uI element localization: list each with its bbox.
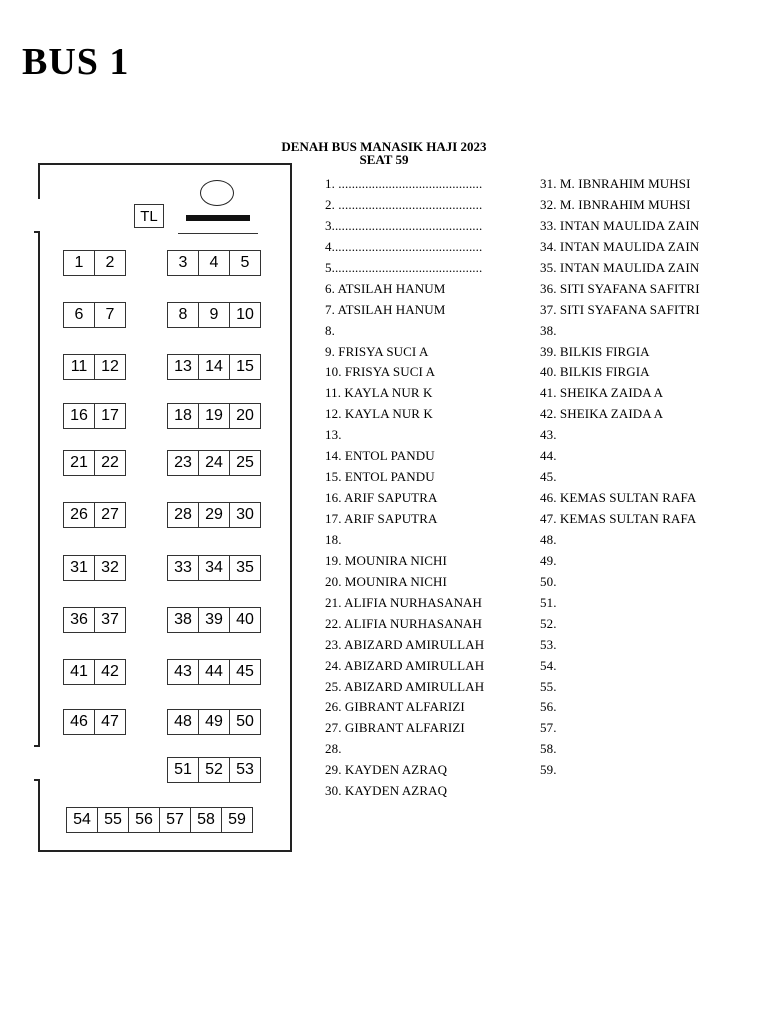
passenger-entry: 40. BILKIS FIRGIA — [540, 364, 650, 380]
passenger-entry: 27. GIBRANT ALFARIZI — [325, 720, 465, 736]
seat-group — [167, 302, 261, 328]
passenger-entry: 50. — [540, 573, 557, 589]
seat-17: 17 — [94, 403, 126, 429]
passenger-list-column-1 — [325, 174, 530, 802]
passenger-entry: 9. FRISYA SUCI A — [325, 343, 429, 359]
passenger-entry: 29. KAYDEN AZRAQ — [325, 762, 448, 778]
driver-divider-line — [178, 233, 258, 234]
seat-55: 55 — [97, 807, 129, 833]
passenger-entry: 14. ENTOL PANDU — [325, 448, 435, 464]
seat-group — [63, 450, 126, 476]
bus-label: BUS 1 — [22, 41, 130, 83]
passenger-entry: 43. — [540, 427, 557, 443]
seat-10: 10 — [229, 302, 261, 328]
passenger-entry: 20. MOUNIRA NICHI — [325, 573, 447, 589]
seat-36: 36 — [63, 607, 95, 633]
passenger-entry: 56. — [540, 699, 557, 715]
passenger-entry: 48. — [540, 531, 557, 547]
passenger-entry: 54. — [540, 657, 557, 673]
passenger-entry: 7. ATSILAH HANUM — [325, 301, 446, 317]
seat-group — [167, 757, 261, 783]
frame-bottom — [38, 850, 292, 852]
passenger-entry: 17. ARIF SAPUTRA — [325, 511, 438, 526]
frame-left-lower — [38, 779, 40, 851]
steering-wheel-icon — [200, 180, 234, 206]
seat-58: 58 — [190, 807, 222, 833]
passenger-entry: 44. — [540, 448, 557, 464]
passenger-entry: 36. SITI SYAFANA SAFITRI — [540, 280, 700, 296]
passenger-entry: 23. ABIZARD AMIRULLAH — [325, 636, 485, 652]
seat-57: 57 — [159, 807, 191, 833]
seat-group — [63, 709, 126, 735]
seat-41: 41 — [63, 659, 95, 685]
seat-group — [167, 450, 261, 476]
document-title: DENAH BUS MANASIK HAJI 2023 — [281, 139, 487, 154]
driver-seat-bar — [186, 215, 250, 221]
passenger-entry: 11. KAYLA NUR K — [325, 385, 433, 401]
passenger-entry: 39. BILKIS FIRGIA — [540, 343, 650, 359]
seat-11: 11 — [63, 354, 95, 380]
seat-group — [63, 354, 126, 380]
seat-51: 51 — [167, 757, 199, 783]
seat-15: 15 — [229, 354, 261, 380]
seat-24: 24 — [198, 450, 230, 476]
passenger-entry: 58. — [540, 741, 557, 757]
seat-group — [167, 555, 261, 581]
seat-4: 4 — [198, 250, 230, 276]
seat-20: 20 — [229, 403, 261, 429]
passenger-entry: 2. ........................................... — [325, 196, 483, 212]
seat-18: 18 — [167, 403, 199, 429]
seat-19: 19 — [198, 403, 230, 429]
seat-49: 49 — [198, 709, 230, 735]
seat-group — [167, 659, 261, 685]
passenger-entry: 55. — [540, 678, 557, 694]
seat-53: 53 — [229, 757, 261, 783]
passenger-entry: 31. M. IBNRAHIM MUHSI — [540, 176, 691, 191]
passenger-entry: 49. — [540, 552, 557, 568]
passenger-entry: 51. — [540, 594, 557, 610]
seat-count: SEAT 59 — [359, 152, 409, 167]
passenger-entry: 24. ABIZARD AMIRULLAH — [325, 657, 485, 673]
seat-group — [63, 607, 126, 633]
seat-35: 35 — [229, 555, 261, 581]
passenger-entry: 53. — [540, 636, 557, 652]
passenger-entry: 42. SHEIKA ZAIDA A — [540, 406, 664, 422]
passenger-entry: 52. — [540, 615, 557, 631]
seat-23: 23 — [167, 450, 199, 476]
frame-door-tick-2 — [34, 745, 40, 747]
seat-21: 21 — [63, 450, 95, 476]
seat-42: 42 — [94, 659, 126, 685]
passenger-entry: 3............................................. — [325, 217, 483, 233]
seat-27: 27 — [94, 502, 126, 528]
seat-1: 1 — [63, 250, 95, 276]
seat-12: 12 — [94, 354, 126, 380]
seat-2: 2 — [94, 250, 126, 276]
frame-top — [38, 163, 292, 165]
passenger-entry: 59. — [540, 762, 557, 778]
seat-39: 39 — [198, 607, 230, 633]
seat-43: 43 — [167, 659, 199, 685]
seat-16: 16 — [63, 403, 95, 429]
seat-group — [63, 250, 126, 276]
seat-group — [63, 555, 126, 581]
seat-group — [63, 403, 126, 429]
seat-47: 47 — [94, 709, 126, 735]
passenger-list-column-2 — [540, 174, 765, 781]
passenger-entry: 10. FRISYA SUCI A — [325, 364, 436, 380]
seat-50: 50 — [229, 709, 261, 735]
frame-left-upper — [38, 163, 40, 199]
passenger-entry: 26. GIBRANT ALFARIZI — [325, 699, 465, 715]
seat-44: 44 — [198, 659, 230, 685]
seat-46: 46 — [63, 709, 95, 735]
passenger-entry: 6. ATSILAH HANUM — [325, 280, 446, 296]
passenger-entry: 57. — [540, 720, 557, 736]
passenger-entry: 18. — [325, 531, 342, 547]
seat-group — [63, 659, 126, 685]
passenger-entry: 41. SHEIKA ZAIDA A — [540, 385, 664, 401]
passenger-entry: 30. KAYDEN AZRAQ — [325, 783, 448, 799]
seat-group — [167, 502, 261, 528]
seat-37: 37 — [94, 607, 126, 633]
seat-group — [63, 302, 126, 328]
seat-34: 34 — [198, 555, 230, 581]
seat-group — [66, 807, 253, 833]
passenger-entry: 37. SITI SYAFANA SAFITRI — [540, 301, 700, 317]
passenger-entry: 5............................................. — [325, 259, 483, 275]
seat-29: 29 — [198, 502, 230, 528]
passenger-entry: 38. — [540, 322, 557, 338]
seat-6: 6 — [63, 302, 95, 328]
seat-14: 14 — [198, 354, 230, 380]
passenger-entry: 33. INTAN MAULIDA ZAIN — [540, 217, 700, 233]
passenger-entry: 13. — [325, 427, 342, 443]
passenger-entry: 21. ALIFIA NURHASANAH — [325, 594, 483, 610]
passenger-entry: 32. M. IBNRAHIM MUHSI — [540, 196, 691, 212]
frame-door-tick-1 — [34, 231, 40, 233]
seat-40: 40 — [229, 607, 261, 633]
seat-group — [167, 709, 261, 735]
passenger-entry: 34. INTAN MAULIDA ZAIN — [540, 238, 700, 254]
seat-group — [167, 354, 261, 380]
passenger-entry: 35. INTAN MAULIDA ZAIN — [540, 259, 700, 275]
seat-25: 25 — [229, 450, 261, 476]
seat-52: 52 — [198, 757, 230, 783]
passenger-entry: 12. KAYLA NUR K — [325, 406, 433, 422]
seat-22: 22 — [94, 450, 126, 476]
seat-31: 31 — [63, 555, 95, 581]
passenger-entry: 16. ARIF SAPUTRA — [325, 490, 438, 506]
seat-56: 56 — [128, 807, 160, 833]
seat-33: 33 — [167, 555, 199, 581]
seat-45: 45 — [229, 659, 261, 685]
passenger-entry: 47. KEMAS SULTAN RAFA — [540, 511, 697, 526]
passenger-entry: 45. — [540, 469, 557, 485]
passenger-entry: 4............................................. — [325, 238, 483, 254]
passenger-entry: 8. — [325, 322, 335, 338]
seat-54: 54 — [66, 807, 98, 833]
seat-3: 3 — [167, 250, 199, 276]
passenger-entry: 46. KEMAS SULTAN RAFA — [540, 490, 697, 506]
seat-48: 48 — [167, 709, 199, 735]
seat-30: 30 — [229, 502, 261, 528]
seat-28: 28 — [167, 502, 199, 528]
passenger-entry: 25. ABIZARD AMIRULLAH — [325, 678, 485, 694]
seat-group — [63, 502, 126, 528]
seat-group — [167, 250, 261, 276]
seat-group — [167, 403, 261, 429]
frame-right — [290, 163, 292, 851]
passenger-entry: 15. ENTOL PANDU — [325, 469, 435, 485]
passenger-entry: 22. ALIFIA NURHASANAH — [325, 615, 483, 631]
seat-7: 7 — [94, 302, 126, 328]
passenger-entry: 28. — [325, 741, 342, 757]
frame-left-mid — [38, 231, 40, 746]
passenger-entry: 19. MOUNIRA NICHI — [325, 552, 447, 568]
seat-group — [167, 607, 261, 633]
seat-9: 9 — [198, 302, 230, 328]
seat-26: 26 — [63, 502, 95, 528]
seat-32: 32 — [94, 555, 126, 581]
seat-59: 59 — [221, 807, 253, 833]
seat-38: 38 — [167, 607, 199, 633]
seat-13: 13 — [167, 354, 199, 380]
seat-5: 5 — [229, 250, 261, 276]
passenger-entry: 1. ........................................... — [325, 176, 483, 191]
toilet-box: TL — [134, 204, 164, 228]
seat-8: 8 — [167, 302, 199, 328]
